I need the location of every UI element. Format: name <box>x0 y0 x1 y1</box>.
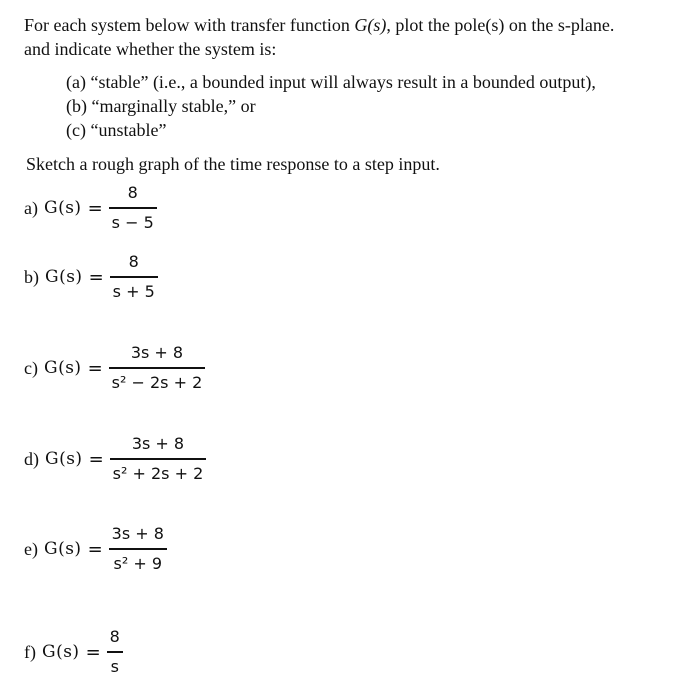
transfer-function-lhs: G(s) <box>45 267 83 287</box>
instructions-line-1 <box>24 14 614 36</box>
problem-e <box>24 514 167 584</box>
fraction <box>109 523 167 574</box>
option-stable: (a) “stable” (i.e., a bounded input will always result in a bounded output), <box>66 72 596 92</box>
transfer-function-lhs: G(s) <box>42 642 80 662</box>
numerator: 3s + 8 <box>130 343 184 363</box>
transfer-function-lhs: G(s) <box>45 449 83 469</box>
problem-b <box>24 242 158 312</box>
fraction <box>109 342 206 393</box>
sketch-instruction: Sketch a rough graph of the time response to a step input. <box>26 154 440 174</box>
denominator: s + 5 <box>112 281 155 301</box>
problem-label: b) <box>24 266 39 287</box>
equals-sign: = <box>87 538 103 560</box>
instructions-line-1-post: , plot the pole(s) on the s-plane. <box>386 15 615 35</box>
equals-sign: = <box>88 266 104 288</box>
problem-label: a) <box>24 197 38 218</box>
problem-label: f) <box>24 641 36 662</box>
problem-d <box>24 424 206 494</box>
fraction <box>109 182 157 233</box>
problem-f <box>24 617 123 687</box>
instructions-line-1-pre: For each system below with transfer function <box>24 15 355 35</box>
transfer-function-lhs: G(s) <box>43 539 82 559</box>
numerator: 8 <box>128 252 139 272</box>
transfer-function-lhs: G(s) <box>43 358 82 378</box>
option-marginally-stable: (b) “marginally stable,” or <box>66 96 256 116</box>
denominator: s² + 2s + 2 <box>112 463 204 483</box>
fraction <box>107 626 123 677</box>
equals-sign: = <box>88 448 104 470</box>
numerator: 8 <box>127 183 138 203</box>
transfer-function-symbol: G(s) <box>354 15 387 35</box>
problem-c <box>24 333 205 403</box>
problem-a <box>24 173 157 243</box>
instructions-line-2: and indicate whether the system is: <box>24 39 277 59</box>
fraction <box>110 433 207 484</box>
numerator: 3s + 8 <box>131 434 185 454</box>
denominator: s <box>110 656 119 676</box>
equals-sign: = <box>85 641 101 663</box>
denominator: s² + 9 <box>113 553 163 573</box>
transfer-function-lhs: G(s) <box>43 198 82 218</box>
fraction <box>110 251 158 302</box>
numerator: 3s + 8 <box>111 524 164 544</box>
problem-label: c) <box>24 357 38 378</box>
problem-label: d) <box>24 448 39 469</box>
equals-sign: = <box>87 197 103 219</box>
option-unstable: (c) “unstable” <box>66 120 167 140</box>
numerator: 8 <box>109 627 120 647</box>
denominator: s² − 2s + 2 <box>111 372 203 392</box>
equals-sign: = <box>87 357 103 379</box>
problem-label: e) <box>24 538 38 559</box>
denominator: s − 5 <box>111 212 154 232</box>
